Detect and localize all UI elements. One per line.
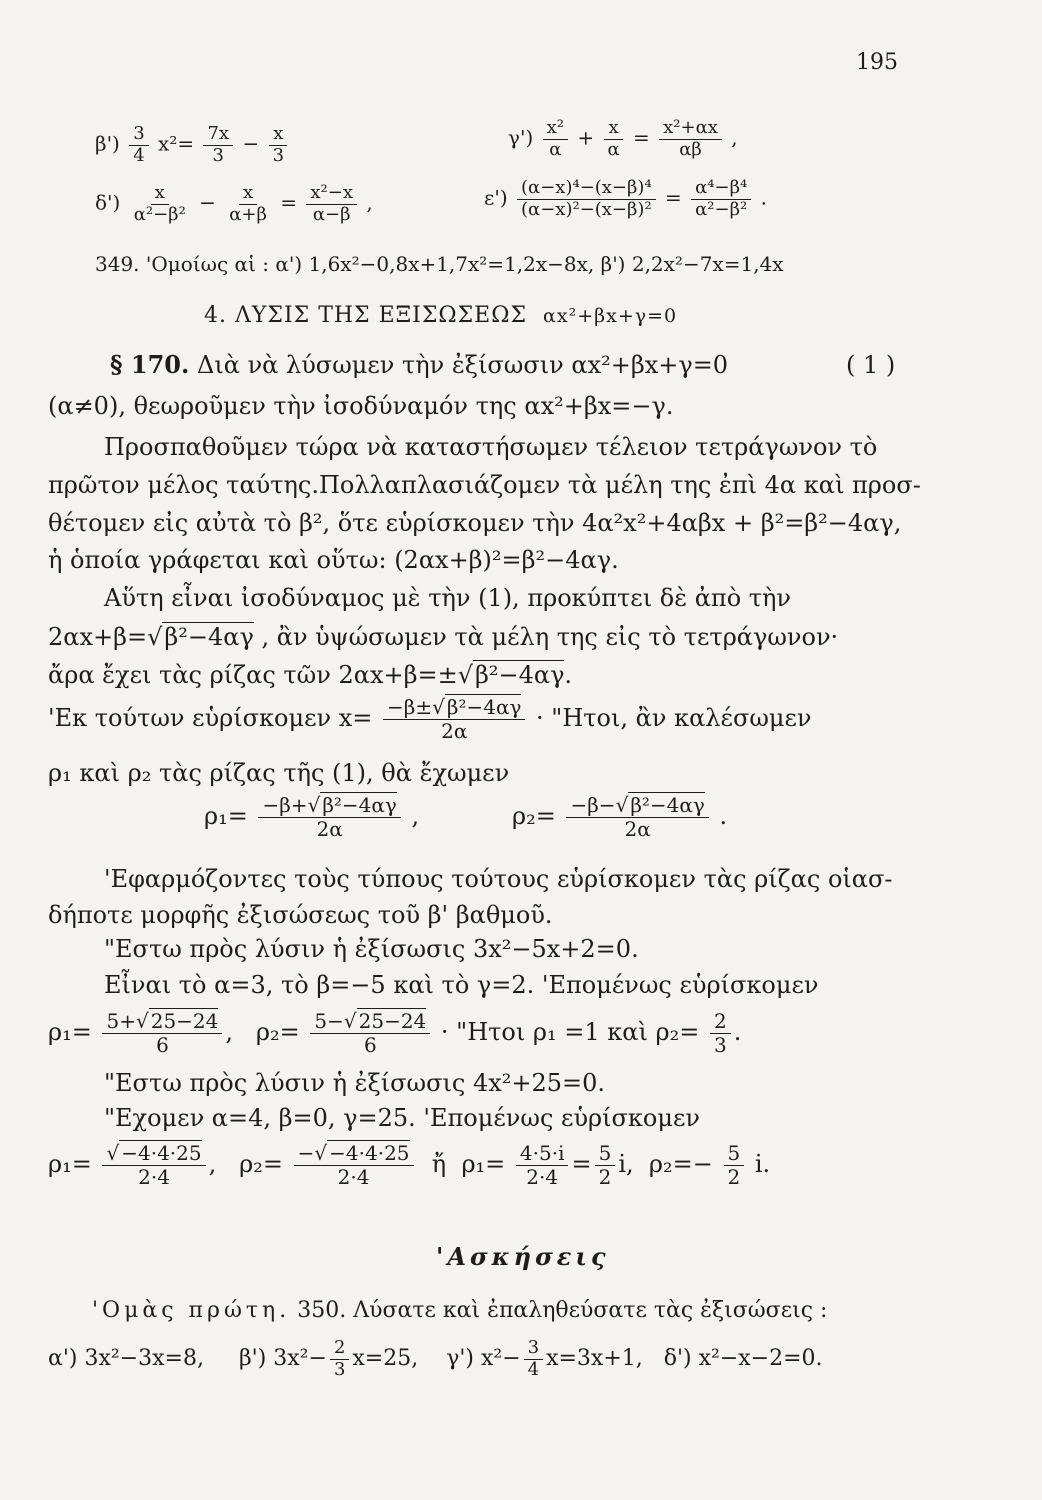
fraction: $\frac{\text{x²}}{\alpha}$ — [543, 118, 568, 160]
exercise-349: 349. 'Ομοίως αἱ : α') 1,6x²−0,8x+1,7x²=1,2x−8x, β') 2,2x²−7x=1,4x — [95, 252, 784, 276]
fraction: $\frac{5+√ 25-24}{6}$ — [102, 1010, 222, 1057]
body-line-16: "Εστω πρὸς λύσιν ἡ ἐξίσωσις 4x²+25=0. — [104, 1069, 606, 1097]
body-line-10: 'Εκ τούτων εὑρίσκομεν x= $\frac{\text{−β±√ β²−4αγ}}{2\alpha}$ · "Ητοι, ἂν καλέσωμεν — [48, 695, 812, 743]
root-rho1: ρ₁= $\frac{\text{−β+√ β²−4αγ}}{2\alpha}$ , — [204, 793, 420, 841]
fraction: $\frac{3}{4}$ — [524, 1338, 543, 1380]
page-number: 195 — [856, 50, 898, 75]
body-line-2: (α≠0), θεωροῦμεν τὴν ἰσοδύναμόν της αx²+βx=−γ. — [48, 392, 674, 420]
body-line-3: Προσπαθοῦμεν τώρα νὰ καταστήσωμεν τέλειον τετράγωνον τὸ — [104, 433, 878, 461]
body-line-9: ἄρα ἔχει τὰς ρίζας τῶν 2αx+β=±√β²−4αγ. — [48, 661, 573, 689]
fraction: $\frac{5-√ 25-24}{6}$ — [310, 1010, 430, 1057]
fraction: $\frac{5}{2}$ — [595, 1142, 616, 1189]
equation-tag: ( 1 ) — [846, 351, 896, 379]
body-line-15: Εἶναι τὸ α=3, τὸ β=−5 καὶ τὸ γ=2. 'Επομένως εὑρίσκομεν — [104, 971, 819, 999]
body-line-1: § 170. Διὰ νὰ λύσωμεν τὴν ἐξίσωσιν αx²+βx+γ=0 — [110, 350, 729, 379]
fraction: $\frac{3}{4}$ — [129, 124, 148, 166]
fraction: $\frac{7x}{3}$ — [203, 124, 233, 166]
exercise-350: 'Ομὰς πρώτη. 350. Λύσατε καὶ ἐπαληθεύσατε τὰς ἐξισώσεις : — [92, 1298, 828, 1323]
fraction: $\frac{x}{\text{α²−β²}}$ — [133, 182, 186, 225]
fraction: $\frac{2}{3}$ — [710, 1010, 731, 1057]
body-line-13: δήποτε μορφῆς ἐξισώσεως τοῦ β' βαθμοῦ. — [48, 901, 553, 929]
fraction: $\frac{4\cdot 5\cdot i}{2\cdot 4}$ — [516, 1142, 569, 1189]
fraction: $\frac{2}{3}$ — [330, 1338, 349, 1380]
body-line-11: ρ₁ καὶ ρ₂ τὰς ρίζας τῆς (1), θὰ ἔχωμεν — [48, 759, 510, 787]
fraction: $\frac{\text{x²+αx}}{\alpha\beta}$ — [659, 118, 722, 160]
body-line-5: θέτομεν εἰς αὐτὰ τὸ β², ὅτε εὑρίσκομεν τὴν 4α²x²+4αβx + β²=β²−4αγ, — [48, 509, 902, 537]
fraction: $\frac{x}{\alpha+\beta}$ — [229, 182, 267, 225]
body-line-6: ἡ ὁποία γράφεται καὶ οὕτω: (2αx+β)²=β²−4αγ. — [48, 546, 619, 574]
body-line-17: "Εχομεν α=4, β=0, γ=25. 'Επομένως εὑρίσκομεν — [104, 1104, 701, 1132]
fraction: $\frac{-√ -4\cdot 4\cdot 25}{2\cdot 4}$ — [294, 1142, 414, 1189]
section-number: § 170. — [110, 350, 190, 379]
fraction: $\frac{x}{\alpha}$ — [603, 118, 623, 160]
example1-roots: ρ₁= $\frac{5+√ 25-24}{6}$ , ρ₂= $\frac{5-√ 25-24}{6}$ · "Ητοι ρ₁ =1 καὶ ρ₂= $\frac{2}{3}$ . — [48, 1009, 742, 1057]
body-line-7: Αὕτη εἶναι ἰσοδύναμος μὲ τὴν (1), προκύπτει δὲ ἀπὸ τὴν — [104, 584, 792, 612]
fraction: $\frac{x}{3}$ — [269, 124, 288, 166]
equation-gamma: γ') $\frac{\text{x²}}{\alpha}$ + $\frac{x}{\alpha}$ = $\frac{\text{x²+αx}}{\alpha\beta}$ , — [508, 117, 738, 160]
fraction: $\frac{√ -4\cdot 4\cdot 25}{2\cdot 4}$ — [102, 1142, 205, 1189]
body-line-4: πρῶτον μέλος ταύτης.Πολλαπλασιάζομεν τὰ μέλη της ἐπὶ 4α καὶ προσ- — [48, 471, 921, 499]
fraction: $\frac{\text{x²−x}}{\alpha-\beta}$ — [306, 183, 357, 225]
exercises-title: 'Ασκήσεις — [436, 1242, 610, 1271]
fraction: $\frac{\text{−β−√ β²−4αγ}}{2\alpha}$ — [566, 794, 708, 841]
exercise-350-items: α') 3x²−3x=8, β') 3x²− $\frac{2}{3}$ x=25, γ') x²− $\frac{3}{4}$ x=3x+1, δ') x²−x−2=0. — [48, 1337, 823, 1380]
fraction: $\frac{\text{α⁴−β⁴}}{\text{α²−β²}}$ — [691, 178, 751, 220]
root-formula: $\frac{\text{−β±√ β²−4αγ}}{2\alpha}$ — [383, 696, 525, 743]
example2-roots: ρ₁= $\frac{√ -4\cdot 4\cdot 25}{2\cdot 4}$ , ρ₂= $\frac{-√ -4\cdot 4\cdot 25}{2\cdot 4}$ ἤ ρ₁= $\frac{4\cdot 5\cdot i}{2\cdot 4}$ = $\frac{5}{2}$ i, ρ₂=− $\frac{5}{2}$ i. — [48, 1141, 771, 1189]
body-line-8: 2αx+β=√β²−4αγ , ἂν ὑψώσωμεν τὰ μέλη της εἰς τὸ τετράγωνον· — [48, 623, 839, 651]
label-beta: β') — [95, 131, 120, 156]
root-rho2: ρ₂= $\frac{\text{−β−√ β²−4αγ}}{2\alpha}$ . — [512, 793, 728, 841]
equation-delta: δ') $\frac{x}{\text{α²−β²}}$ − $\frac{x}{\alpha+\beta}$ = $\frac{\text{x²−x}}{\alpha-\beta}$ , — [95, 182, 373, 225]
section-heading: 4. ΛΥΣΙΣ ΤΗΣ ΕΞΙΣΩΣΕΩΣ αx²+βx+γ=0 — [204, 303, 678, 328]
equation-epsilon: ε') $\frac{\text{(α−x)⁴−(x−β)⁴}}{\text{(α−x)²−(x−β)²}}$ = $\frac{\text{α⁴−β⁴}}{\text{α²−β²}}$ . — [484, 177, 767, 220]
body-line-14: "Εστω πρὸς λύσιν ἡ ἐξίσωσις 3x²−5x+2=0. — [104, 935, 639, 963]
fraction: $\frac{\text{−β+√ β²−4αγ}}{2\alpha}$ — [258, 794, 400, 841]
equation-beta: β') $\frac{3}{4}$ x²= $\frac{7x}{3}$ − $\frac{x}{3}$ — [95, 124, 291, 166]
fraction: $\frac{\text{(α−x)⁴−(x−β)⁴}}{\text{(α−x)²−(x−β)²}}$ — [517, 178, 656, 220]
fraction: $\frac{5}{2}$ — [724, 1142, 745, 1189]
body-line-12: 'Εφαρμόζοντες τοὺς τύπους τούτους εὑρίσκομεν τὰς ρίζας οἱασ- — [104, 865, 893, 893]
